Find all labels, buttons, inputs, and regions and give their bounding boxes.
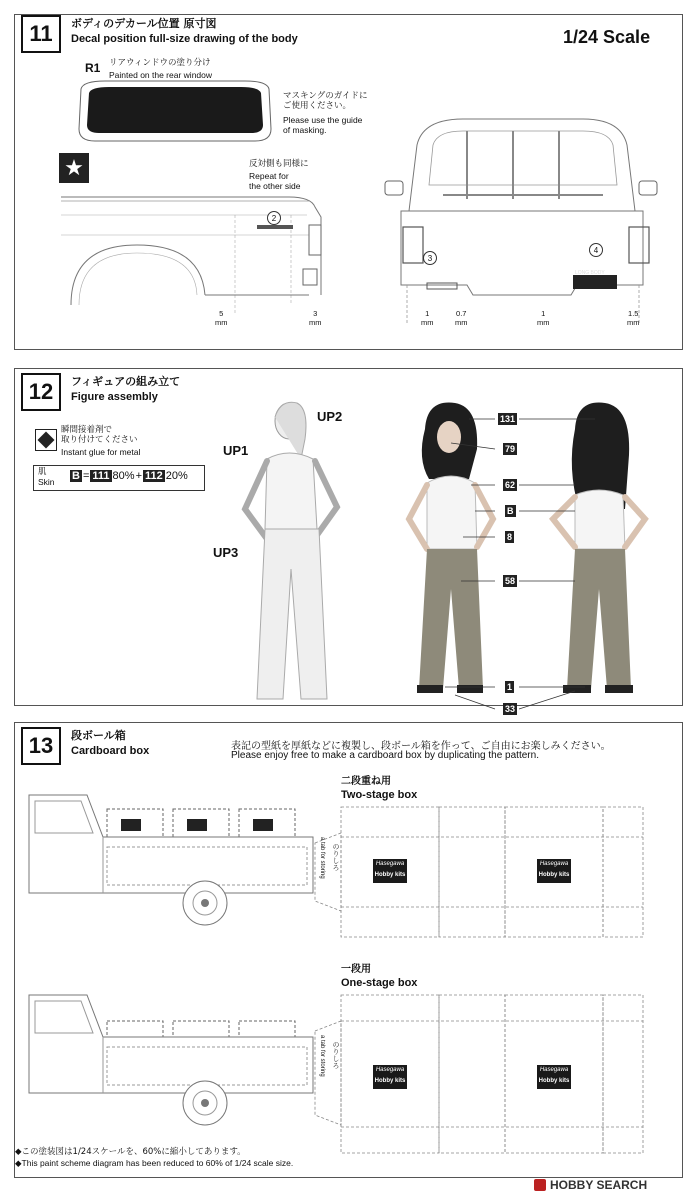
decal-4-marker: 4 (589, 243, 603, 257)
color-8: 8 (507, 532, 513, 542)
dim-1mm-center: 1 mm (537, 309, 550, 327)
r1-label-jp: リアウィンドウの塗り分け (109, 58, 211, 68)
sunny-decal-sub: LONG BODY (575, 270, 605, 276)
step-13-title-jp: 段ボール箱 (71, 729, 126, 742)
color-33: 33 (505, 704, 516, 714)
r1-code: R1 (85, 61, 101, 75)
part-up1: UP1 (223, 443, 249, 458)
rear-window-drawing (75, 79, 275, 149)
dim-3mm: 3 mm (309, 309, 322, 327)
step-11-title-en: Decal position full-size drawing of the body (71, 33, 298, 45)
scale-label: 1/24 Scale (563, 27, 651, 47)
decal-2-marker: 2 (267, 211, 281, 225)
footer-note-jp: ◆この塗装図は1/24スケールを、60%に縮小してあります。 (15, 1147, 246, 1157)
two-stage-title-en: Two-stage box (341, 789, 418, 801)
footer-note-en: ◆This paint scheme diagram has been reduced to 60% of 1/24 scale size. (15, 1158, 294, 1168)
part-up3: UP3 (213, 545, 239, 560)
two-stage-logo-right: Hasegawa Hobby kits (537, 859, 571, 883)
truck-side-with-one-stage-boxes (27, 985, 317, 1135)
step-12-title-jp: フィギュアの組み立て (71, 375, 181, 388)
sunny-decal-logo: Sunny (575, 258, 606, 269)
glue-note-en: Instant glue for metal (61, 447, 141, 457)
dim-5mm: 5 mm (215, 309, 228, 327)
decal-3-marker: 3 (423, 251, 437, 265)
step-13-panel (14, 722, 683, 1178)
step-12-title-en: Figure assembly (71, 391, 158, 403)
color-callout-lines (15, 369, 682, 705)
hobby-search-logo-icon (534, 1179, 546, 1191)
color-chip-111: 111 (92, 470, 110, 482)
skin-label-jp: 肌 (38, 467, 47, 477)
masking-note-jp: マスキングのガイドに ご使用ください。 (283, 91, 368, 111)
color-chip-112: 112 (145, 470, 163, 482)
step-13-number: 13 (21, 727, 61, 765)
star-icon: ★ (59, 153, 89, 183)
body-side-drawing (59, 185, 339, 325)
skin-label-en: Skin (38, 477, 55, 487)
one-stage-tab-jp: のりしろ (332, 1041, 340, 1069)
one-stage-logo-right: Hasegawa Hobby kits (537, 1065, 571, 1089)
color-1: 1 (507, 682, 513, 692)
one-stage-box-pattern (315, 995, 645, 1155)
glue-note-jp: 瞬間接着剤で 取り付けてください (61, 425, 138, 445)
r1-label-en: Painted on the rear window (109, 70, 213, 80)
hobby-search-watermark: HOBBY SEARCH (534, 1178, 647, 1192)
step-13-desc-jp: 表記の型紙を厚紙などに複製し、段ボール箱を作って、ご自由にお楽しみください。 (231, 741, 611, 752)
repeat-note-en: Repeat for the other side (249, 171, 301, 191)
one-stage-tab-en: a tab for storing (319, 1035, 325, 1077)
one-stage-title-en: One-stage box (341, 977, 418, 989)
color-58: 58 (505, 576, 516, 586)
skin-formula: B = 111 80% + 112 20% (72, 470, 188, 482)
step-12-number: 12 (21, 373, 61, 411)
step-13-title-en: Cardboard box (71, 745, 150, 757)
repeat-note-jp: 反対側も同様に (249, 159, 309, 169)
step-11-number: 11 (21, 15, 61, 53)
one-stage-title-jp: 一段用 (341, 964, 371, 975)
dim-1mm-left: 1 mm (421, 309, 434, 327)
color-b: B (507, 506, 514, 516)
step-12-panel (14, 368, 683, 714)
two-stage-tab-en: a tab for storing (319, 837, 325, 879)
truck-side-with-two-stage-boxes (27, 785, 317, 935)
dim-1-5mm: 1.5 mm (627, 309, 640, 327)
two-stage-logo-left: Hasegawa Hobby kits (373, 859, 407, 883)
dim-0-7mm: 0.7 mm (455, 309, 468, 327)
two-stage-tab-jp: のりしろ (332, 843, 340, 871)
part-up2: UP2 (317, 409, 343, 424)
step-11-panel (14, 14, 683, 350)
two-stage-title-jp: 二段重ね用 (341, 776, 391, 787)
two-stage-box-pattern (315, 807, 645, 937)
masking-note-en: Please use the guide of masking. (283, 115, 363, 135)
truck-rear-drawing (383, 115, 653, 315)
color-62: 62 (505, 480, 516, 490)
step-13-desc-en: Please enjoy free to make a cardboard box by duplicating the pattern. (231, 750, 539, 761)
color-79: 79 (505, 444, 516, 454)
color-131: 131 (500, 414, 516, 424)
color-chip-b: B (72, 470, 80, 482)
one-stage-logo-left: Hasegawa Hobby kits (373, 1065, 407, 1089)
step-11-title-jp: ボディのデカール位置 原寸図 (71, 17, 217, 30)
